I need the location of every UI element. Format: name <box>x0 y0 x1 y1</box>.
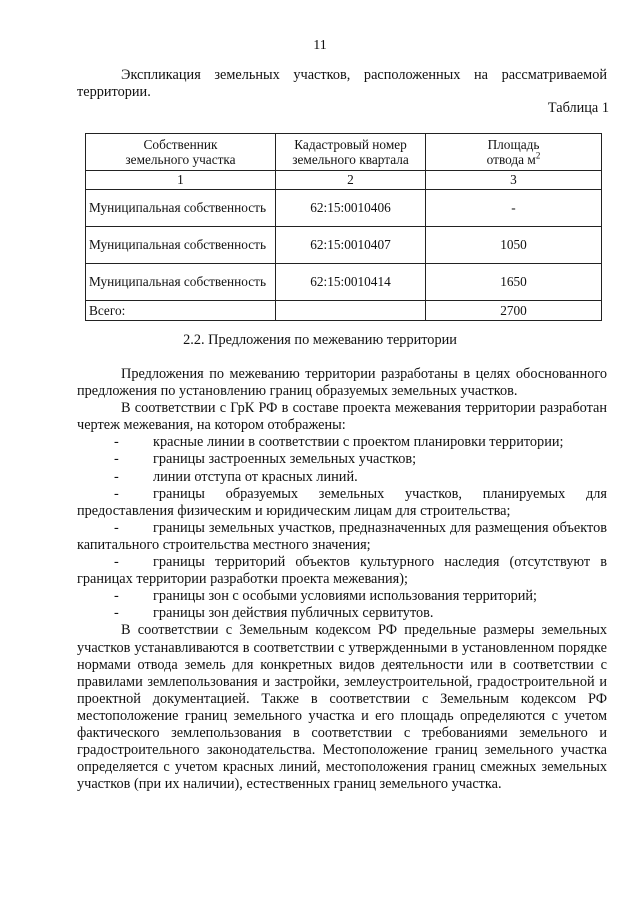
list-item <box>77 588 607 605</box>
header-area-line2: отвода м <box>486 152 536 167</box>
list-item <box>77 469 607 486</box>
total-row <box>86 301 602 321</box>
paragraph-land-code: В соответствии с Земельным кодексом РФ предельные размеры земельных участков устанавливаются в соответствии с утвержденными в установленном порядке нормами отвода земель для конкретных видов деятельности или в соответствии с правилами землепользования и застройки, землеустроительной, градостроительной и проектной документацией. Также в соответствии с Земельным кодексом РФ местоположение границ земельного участка и его площадь определяются с учетом фактического землепользования в соответствии с требованиями земельного и градостроительного законодательства. Местоположение границ земельного участка определяется с учетом красных линий, местоположения границ смежных земельных участков (при их наличии), естественных границ земельного участка. <box>77 622 607 793</box>
list-dash: - <box>114 468 119 485</box>
header-area-line1: Площадь <box>487 136 540 152</box>
section-heading: 2.2. Предложения по межеванию территории <box>183 332 457 348</box>
list-item <box>77 605 607 622</box>
list-item-text: границы зон с особыми условиями использования территорий; <box>153 588 538 605</box>
area-cell: 1050 <box>426 227 602 264</box>
header-area <box>426 134 602 171</box>
header-area-unit-exponent: 2 <box>535 150 541 161</box>
owner-cell: Муниципальная собственность <box>86 190 276 227</box>
header-cadastral-line2: земельного квартала <box>292 152 409 167</box>
paragraph-purpose: Предложения по межеванию территории разработаны в целях обоснованного предложения по установлению границ образуемых земельных участков. <box>77 366 607 400</box>
list-dash: - <box>114 519 119 536</box>
cadastral-cell: 62:15:0010414 <box>276 264 426 301</box>
list-item <box>77 520 607 554</box>
land-plots-table <box>85 133 602 321</box>
intro-paragraph: Экспликация земельных участков, расположенных на рассматриваемой территории. <box>77 67 607 100</box>
header-cadastral <box>276 134 426 171</box>
list-item-text: границы территорий объектов культурного наследия (отсутствуют в границах территории разработки проекта межевания); <box>77 554 607 588</box>
list-item <box>77 451 607 468</box>
table-row <box>86 227 602 264</box>
cadastral-cell: 62:15:0010406 <box>276 190 426 227</box>
column-number: 1 <box>86 171 276 190</box>
list-dash: - <box>114 588 119 605</box>
list-item-text: границы застроенных земельных участков; <box>153 451 417 468</box>
header-owner-line1: Собственник <box>143 136 218 152</box>
header-cadastral-line1: Кадастровый номер <box>294 136 407 152</box>
total-label: Всего: <box>86 301 276 321</box>
list-item-text: красные линии в соответствии с проектом планировки территории; <box>153 434 564 451</box>
list-item-text: границы земельных участков, предназначенных для размещения объектов капитального строительства местного значения; <box>77 519 607 553</box>
list-dash: - <box>114 434 119 451</box>
area-cell: - <box>426 190 602 227</box>
list-dash: - <box>114 554 119 571</box>
header-owner <box>86 134 276 171</box>
drawing-contents-list <box>77 434 607 622</box>
owner-cell: Муниципальная собственность <box>86 227 276 264</box>
column-number-row <box>86 171 602 190</box>
column-number: 2 <box>276 171 426 190</box>
table-caption: Таблица 1 <box>547 100 609 116</box>
list-item <box>77 554 607 588</box>
column-number: 3 <box>426 171 602 190</box>
total-area: 2700 <box>426 301 602 321</box>
list-item <box>77 434 607 451</box>
table-row <box>86 190 602 227</box>
cadastral-cell: 62:15:0010407 <box>276 227 426 264</box>
list-item-text: линии отступа от красных линий. <box>153 468 358 485</box>
area-cell: 1650 <box>426 264 602 301</box>
table-row <box>86 264 602 301</box>
paragraph-drawing: В соответствии с ГрК РФ в составе проекта межевания территории разработан чертеж межевания, на котором отображены: <box>77 400 607 434</box>
list-item <box>77 486 607 520</box>
owner-cell: Муниципальная собственность <box>86 264 276 301</box>
list-dash: - <box>114 451 119 468</box>
list-item-text: границы образуемых земельных участков, планируемых для предоставления физическим и юридическим лицам для строительства; <box>77 485 607 519</box>
table-header-row <box>86 134 602 171</box>
list-dash: - <box>114 485 119 502</box>
body-text <box>77 366 607 793</box>
total-cadastral-cell <box>276 301 426 321</box>
header-owner-line2: земельного участка <box>125 152 236 167</box>
list-item-text: границы зон действия публичных сервитутов. <box>153 605 434 622</box>
list-dash: - <box>114 605 119 622</box>
page-number: 11 <box>313 38 327 53</box>
